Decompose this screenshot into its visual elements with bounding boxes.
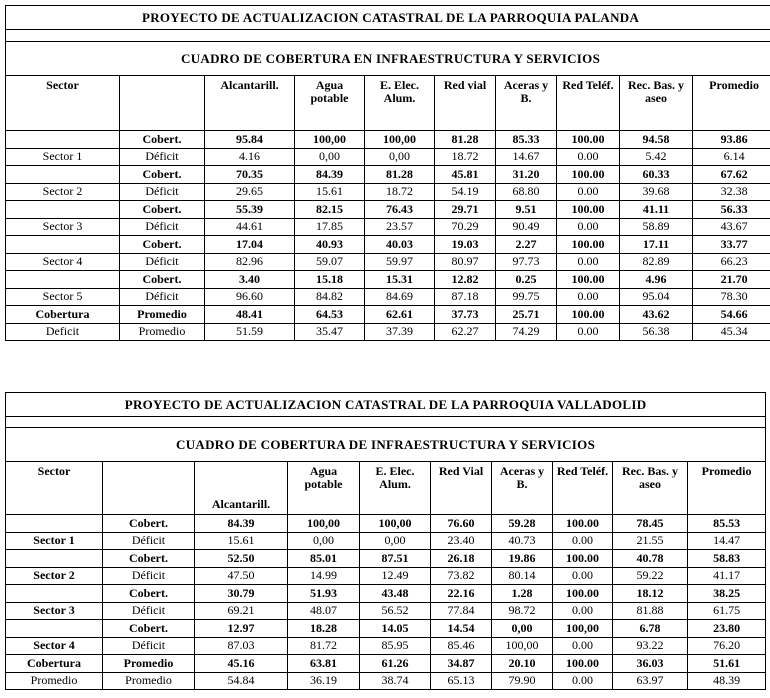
summary-label: Cobertura bbox=[6, 655, 103, 673]
deficit-value: 93.22 bbox=[613, 637, 688, 655]
summary-row bbox=[6, 655, 766, 673]
deficit-value: 23.40 bbox=[431, 532, 492, 550]
deficit-value: 48.07 bbox=[288, 602, 360, 620]
header-aceras: Aceras y B. bbox=[496, 76, 557, 131]
coverage-value: 67.62 bbox=[693, 166, 770, 184]
coverage-value: 95.84 bbox=[205, 131, 295, 149]
deficit-value: 54.19 bbox=[435, 183, 496, 201]
deficit-value: 95.04 bbox=[620, 288, 693, 306]
table-row bbox=[6, 253, 770, 271]
coverage-value: 18.28 bbox=[288, 620, 360, 638]
deficit-value: 14.47 bbox=[688, 532, 766, 550]
coverage-value: 31.20 bbox=[496, 166, 557, 184]
coverage-value: 6.78 bbox=[613, 620, 688, 638]
summary-row bbox=[6, 672, 766, 690]
sector-name: Sector 1 bbox=[6, 532, 103, 550]
deficit-value: 85.95 bbox=[360, 637, 431, 655]
summary-value: 62.61 bbox=[365, 306, 435, 324]
table-title: PROYECTO DE ACTUALIZACION CATASTRAL DE LA PARROQUIA VALLADOLID bbox=[6, 393, 766, 417]
coverage-value: 12.97 bbox=[195, 620, 288, 638]
summary-value: 61.26 bbox=[360, 655, 431, 673]
coverage-value: 15.31 bbox=[365, 271, 435, 289]
deficit-value: 17.85 bbox=[295, 218, 365, 236]
deficit-value: 29.65 bbox=[205, 183, 295, 201]
coverage-value: 2.27 bbox=[496, 236, 557, 254]
deficit-value: 76.20 bbox=[688, 637, 766, 655]
coverage-value: 100.00 bbox=[553, 585, 613, 603]
coverage-value: 26.18 bbox=[431, 550, 492, 568]
deficit-value: 96.60 bbox=[205, 288, 295, 306]
row-type-label: Cobert. bbox=[120, 131, 205, 149]
summary-row bbox=[6, 306, 770, 324]
deficit-value: 56.52 bbox=[360, 602, 431, 620]
deficit-value: 87.18 bbox=[435, 288, 496, 306]
coverage-value: 40.78 bbox=[613, 550, 688, 568]
sector-name: Sector 3 bbox=[6, 218, 120, 236]
deficit-value: 66.23 bbox=[693, 253, 770, 271]
row-type-label: Déficit bbox=[120, 288, 205, 306]
header-recoleccion-basura: Rec. Bas. y aseo bbox=[613, 462, 688, 515]
summary-value: 63.97 bbox=[613, 672, 688, 690]
deficit-value: 12.49 bbox=[360, 567, 431, 585]
coverage-value: 70.35 bbox=[205, 166, 295, 184]
summary-value: 43.62 bbox=[620, 306, 693, 324]
coverage-value: 76.60 bbox=[431, 515, 492, 533]
summary-value: 0.00 bbox=[553, 672, 613, 690]
row-type-label: Cobert. bbox=[103, 515, 195, 533]
summary-value: 51.59 bbox=[205, 323, 295, 341]
summary-value: 45.16 bbox=[195, 655, 288, 673]
header-agua-potable: Agua potable bbox=[288, 462, 360, 515]
deficit-value: 18.72 bbox=[365, 183, 435, 201]
deficit-value: 0,00 bbox=[365, 148, 435, 166]
header-agua-potable: Agua potable bbox=[295, 76, 365, 131]
summary-value: 54.84 bbox=[195, 672, 288, 690]
summary-value: 38.74 bbox=[360, 672, 431, 690]
deficit-value: 15.61 bbox=[195, 532, 288, 550]
coverage-value: 0,00 bbox=[492, 620, 553, 638]
coverage-value: 100.00 bbox=[557, 236, 620, 254]
summary-value: 48.41 bbox=[205, 306, 295, 324]
summary-value: 100.00 bbox=[557, 306, 620, 324]
summary-value: 36.19 bbox=[288, 672, 360, 690]
table-row bbox=[6, 166, 770, 184]
table-row bbox=[6, 637, 766, 655]
coverage-value: 78.45 bbox=[613, 515, 688, 533]
coverage-value: 21.70 bbox=[693, 271, 770, 289]
deficit-value: 5.42 bbox=[620, 148, 693, 166]
coverage-value: 30.79 bbox=[195, 585, 288, 603]
row-type-label: Déficit bbox=[103, 567, 195, 585]
sector-name: Sector 5 bbox=[6, 288, 120, 306]
coverage-value: 100.00 bbox=[553, 550, 613, 568]
coverage-value: 19.03 bbox=[435, 236, 496, 254]
deficit-value: 73.82 bbox=[431, 567, 492, 585]
deficit-value: 0.00 bbox=[553, 602, 613, 620]
coverage-value: 100.00 bbox=[553, 515, 613, 533]
coverage-value: 18.12 bbox=[613, 585, 688, 603]
summary-value: 45.34 bbox=[693, 323, 770, 341]
coverage-value: 12.82 bbox=[435, 271, 496, 289]
header-red-telefonica: Red Teléf. bbox=[553, 462, 613, 515]
header-red-vial: Red Vial bbox=[431, 462, 492, 515]
coverage-value: 9.51 bbox=[496, 201, 557, 219]
sector-name: Sector 4 bbox=[6, 637, 103, 655]
deficit-value: 21.55 bbox=[613, 532, 688, 550]
coverage-value: 59.28 bbox=[492, 515, 553, 533]
row-type-label: Cobert. bbox=[103, 550, 195, 568]
coverage-value: 4.96 bbox=[620, 271, 693, 289]
summary-value: 36.03 bbox=[613, 655, 688, 673]
deficit-value: 80.97 bbox=[435, 253, 496, 271]
coverage-value: 38.25 bbox=[688, 585, 766, 603]
row-type-label: Déficit bbox=[120, 148, 205, 166]
deficit-value: 15.61 bbox=[295, 183, 365, 201]
header-alcantarillado: Alcantarill. bbox=[205, 76, 295, 131]
deficit-value: 40.73 bbox=[492, 532, 553, 550]
header-energia-electrica: E. Elec. Alum. bbox=[360, 462, 431, 515]
summary-value: 63.81 bbox=[288, 655, 360, 673]
coverage-value: 100,00 bbox=[553, 620, 613, 638]
coverage-value: 56.33 bbox=[693, 201, 770, 219]
table-subtitle: CUADRO DE COBERTURA EN INFRAESTRUCTURA Y SERVICIOS bbox=[6, 42, 770, 76]
coverage-value: 3.40 bbox=[205, 271, 295, 289]
deficit-value: 82.89 bbox=[620, 253, 693, 271]
deficit-value: 0.00 bbox=[557, 183, 620, 201]
table-row bbox=[6, 585, 766, 603]
table-row bbox=[6, 567, 766, 585]
coverage-value: 82.15 bbox=[295, 201, 365, 219]
coverage-value: 100,00 bbox=[295, 131, 365, 149]
row-type-label: Déficit bbox=[120, 183, 205, 201]
deficit-value: 81.72 bbox=[288, 637, 360, 655]
coverage-value: 40.03 bbox=[365, 236, 435, 254]
summary-row bbox=[6, 323, 770, 341]
deficit-value: 18.72 bbox=[435, 148, 496, 166]
sector-name: Sector 2 bbox=[6, 183, 120, 201]
coverage-value: 22.16 bbox=[431, 585, 492, 603]
coverage-value: 41.11 bbox=[620, 201, 693, 219]
coverage-value: 43.48 bbox=[360, 585, 431, 603]
summary-value: 65.13 bbox=[431, 672, 492, 690]
summary-value: 37.73 bbox=[435, 306, 496, 324]
table-row bbox=[6, 183, 770, 201]
sector-cell-blank bbox=[6, 131, 120, 149]
deficit-value: 100,00 bbox=[492, 637, 553, 655]
header-energia-electrica: E. Elec. Alum. bbox=[365, 76, 435, 131]
summary-value: 37.39 bbox=[365, 323, 435, 341]
deficit-value: 77.84 bbox=[431, 602, 492, 620]
summary-value: 62.27 bbox=[435, 323, 496, 341]
summary-value: 35.47 bbox=[295, 323, 365, 341]
table-row bbox=[6, 620, 766, 638]
row-type-label: Déficit bbox=[103, 602, 195, 620]
coverage-value: 85.01 bbox=[288, 550, 360, 568]
row-type-label: Déficit bbox=[103, 532, 195, 550]
coverage-value: 55.39 bbox=[205, 201, 295, 219]
summary-value: 48.39 bbox=[688, 672, 766, 690]
coverage-value: 14.54 bbox=[431, 620, 492, 638]
row-type-label: Cobert. bbox=[120, 271, 205, 289]
sector-cell-blank bbox=[6, 620, 103, 638]
table-row bbox=[6, 201, 770, 219]
deficit-value: 82.96 bbox=[205, 253, 295, 271]
coverage-value: 60.33 bbox=[620, 166, 693, 184]
deficit-value: 44.61 bbox=[205, 218, 295, 236]
sector-name: Sector 2 bbox=[6, 567, 103, 585]
header-recoleccion-basura: Rec. Bas. y aseo bbox=[620, 76, 693, 131]
sector-cell-blank bbox=[6, 550, 103, 568]
coverage-value: 85.53 bbox=[688, 515, 766, 533]
summary-value: 79.90 bbox=[492, 672, 553, 690]
coverage-value: 84.39 bbox=[295, 166, 365, 184]
deficit-value: 84.69 bbox=[365, 288, 435, 306]
header-red-vial: Red vial bbox=[435, 76, 496, 131]
coverage-value: 23.80 bbox=[688, 620, 766, 638]
table-row bbox=[6, 218, 770, 236]
deficit-value: 32.38 bbox=[693, 183, 770, 201]
summary-sublabel: Promedio bbox=[103, 655, 195, 673]
coverage-value: 85.33 bbox=[496, 131, 557, 149]
deficit-value: 23.57 bbox=[365, 218, 435, 236]
sector-cell-blank bbox=[6, 515, 103, 533]
header-blank bbox=[103, 462, 195, 515]
deficit-value: 0.00 bbox=[553, 567, 613, 585]
deficit-value: 59.22 bbox=[613, 567, 688, 585]
deficit-value: 0,00 bbox=[295, 148, 365, 166]
row-type-label: Déficit bbox=[103, 637, 195, 655]
coverage-value: 81.28 bbox=[365, 166, 435, 184]
table-row bbox=[6, 148, 770, 166]
coverage-value: 100,00 bbox=[365, 131, 435, 149]
summary-sublabel: Promedio bbox=[120, 323, 205, 341]
summary-sublabel: Promedio bbox=[120, 306, 205, 324]
table-spacer bbox=[6, 30, 770, 42]
table-subtitle: CUADRO DE COBERTURA DE INFRAESTRUCTURA Y SERVICIOS bbox=[6, 428, 766, 462]
summary-value: 54.66 bbox=[693, 306, 770, 324]
sector-name: Sector 4 bbox=[6, 253, 120, 271]
row-type-label: Cobert. bbox=[120, 166, 205, 184]
palanda-coverage-table bbox=[5, 5, 770, 341]
coverage-value: 33.77 bbox=[693, 236, 770, 254]
header-promedio: Promedio bbox=[693, 76, 770, 131]
summary-value: 51.61 bbox=[688, 655, 766, 673]
deficit-value: 47.50 bbox=[195, 567, 288, 585]
coverage-value: 19.86 bbox=[492, 550, 553, 568]
coverage-value: 100.00 bbox=[557, 271, 620, 289]
coverage-value: 100.00 bbox=[557, 166, 620, 184]
deficit-value: 97.73 bbox=[496, 253, 557, 271]
coverage-value: 94.58 bbox=[620, 131, 693, 149]
sector-cell-blank bbox=[6, 271, 120, 289]
table-row bbox=[6, 236, 770, 254]
deficit-value: 78.30 bbox=[693, 288, 770, 306]
deficit-value: 0.00 bbox=[557, 218, 620, 236]
coverage-value: 87.51 bbox=[360, 550, 431, 568]
sector-name: Sector 3 bbox=[6, 602, 103, 620]
deficit-value: 80.14 bbox=[492, 567, 553, 585]
summary-sublabel: Promedio bbox=[103, 672, 195, 690]
deficit-value: 0,00 bbox=[288, 532, 360, 550]
coverage-value: 45.81 bbox=[435, 166, 496, 184]
sector-name: Sector 1 bbox=[6, 148, 120, 166]
deficit-value: 69.21 bbox=[195, 602, 288, 620]
deficit-value: 84.82 bbox=[295, 288, 365, 306]
deficit-value: 0.00 bbox=[557, 253, 620, 271]
sector-cell-blank bbox=[6, 236, 120, 254]
deficit-value: 0.00 bbox=[557, 148, 620, 166]
deficit-value: 70.29 bbox=[435, 218, 496, 236]
header-blank bbox=[120, 76, 205, 131]
deficit-value: 41.17 bbox=[688, 567, 766, 585]
row-type-label: Cobert. bbox=[103, 620, 195, 638]
table-title: PROYECTO DE ACTUALIZACION CATASTRAL DE LA PARROQUIA PALANDA bbox=[6, 6, 770, 30]
summary-value: 56.38 bbox=[620, 323, 693, 341]
header-row bbox=[6, 76, 770, 131]
table-row bbox=[6, 288, 770, 306]
row-type-label: Déficit bbox=[120, 253, 205, 271]
coverage-value: 93.86 bbox=[693, 131, 770, 149]
deficit-value: 59.07 bbox=[295, 253, 365, 271]
header-row bbox=[6, 462, 766, 515]
deficit-value: 90.49 bbox=[496, 218, 557, 236]
deficit-value: 0,00 bbox=[360, 532, 431, 550]
coverage-value: 76.43 bbox=[365, 201, 435, 219]
summary-value: 74.29 bbox=[496, 323, 557, 341]
row-type-label: Cobert. bbox=[103, 585, 195, 603]
table-row bbox=[6, 550, 766, 568]
deficit-value: 99.75 bbox=[496, 288, 557, 306]
deficit-value: 6.14 bbox=[693, 148, 770, 166]
row-type-label: Déficit bbox=[120, 218, 205, 236]
coverage-value: 51.93 bbox=[288, 585, 360, 603]
valladolid-coverage-table bbox=[5, 392, 766, 690]
coverage-value: 100,00 bbox=[360, 515, 431, 533]
coverage-value: 17.04 bbox=[205, 236, 295, 254]
summary-value: 20.10 bbox=[492, 655, 553, 673]
deficit-value: 98.72 bbox=[492, 602, 553, 620]
summary-value: 64.53 bbox=[295, 306, 365, 324]
deficit-value: 0.00 bbox=[553, 637, 613, 655]
table-row bbox=[6, 515, 766, 533]
coverage-value: 14.05 bbox=[360, 620, 431, 638]
deficit-value: 4.16 bbox=[205, 148, 295, 166]
summary-label: Cobertura bbox=[6, 306, 120, 324]
coverage-value: 0.25 bbox=[496, 271, 557, 289]
deficit-value: 61.75 bbox=[688, 602, 766, 620]
summary-label: Deficit bbox=[6, 323, 120, 341]
summary-value: 25.71 bbox=[496, 306, 557, 324]
deficit-value: 81.88 bbox=[613, 602, 688, 620]
coverage-value: 100,00 bbox=[288, 515, 360, 533]
deficit-value: 85.46 bbox=[431, 637, 492, 655]
deficit-value: 58.89 bbox=[620, 218, 693, 236]
deficit-value: 0.00 bbox=[553, 532, 613, 550]
coverage-value: 81.28 bbox=[435, 131, 496, 149]
row-type-label: Cobert. bbox=[120, 201, 205, 219]
header-red-telefonica: Red Teléf. bbox=[557, 76, 620, 131]
header-sector: Sector bbox=[6, 76, 120, 131]
coverage-value: 17.11 bbox=[620, 236, 693, 254]
coverage-value: 100.00 bbox=[557, 201, 620, 219]
coverage-value: 40.93 bbox=[295, 236, 365, 254]
header-aceras: Aceras y B. bbox=[492, 462, 553, 515]
coverage-value: 100.00 bbox=[557, 131, 620, 149]
deficit-value: 68.80 bbox=[496, 183, 557, 201]
table-row bbox=[6, 131, 770, 149]
sector-cell-blank bbox=[6, 585, 103, 603]
table-row bbox=[6, 602, 766, 620]
deficit-value: 43.67 bbox=[693, 218, 770, 236]
coverage-value: 29.71 bbox=[435, 201, 496, 219]
summary-value: 0.00 bbox=[557, 323, 620, 341]
coverage-value: 58.83 bbox=[688, 550, 766, 568]
table-row bbox=[6, 271, 770, 289]
header-sector: Sector bbox=[6, 462, 103, 515]
summary-value: 34.87 bbox=[431, 655, 492, 673]
header-alcantarillado: Alcantarill. bbox=[195, 462, 288, 515]
coverage-value: 84.39 bbox=[195, 515, 288, 533]
header-promedio: Promedio bbox=[688, 462, 766, 515]
deficit-value: 14.67 bbox=[496, 148, 557, 166]
deficit-value: 14.99 bbox=[288, 567, 360, 585]
sector-cell-blank bbox=[6, 201, 120, 219]
deficit-value: 0.00 bbox=[557, 288, 620, 306]
row-type-label: Cobert. bbox=[120, 236, 205, 254]
summary-value: 100.00 bbox=[553, 655, 613, 673]
coverage-value: 52.50 bbox=[195, 550, 288, 568]
deficit-value: 39.68 bbox=[620, 183, 693, 201]
table-spacer bbox=[6, 417, 766, 428]
deficit-value: 59.97 bbox=[365, 253, 435, 271]
summary-label: Promedio bbox=[6, 672, 103, 690]
sector-cell-blank bbox=[6, 166, 120, 184]
deficit-value: 87.03 bbox=[195, 637, 288, 655]
coverage-value: 1.28 bbox=[492, 585, 553, 603]
table-row bbox=[6, 532, 766, 550]
coverage-value: 15.18 bbox=[295, 271, 365, 289]
